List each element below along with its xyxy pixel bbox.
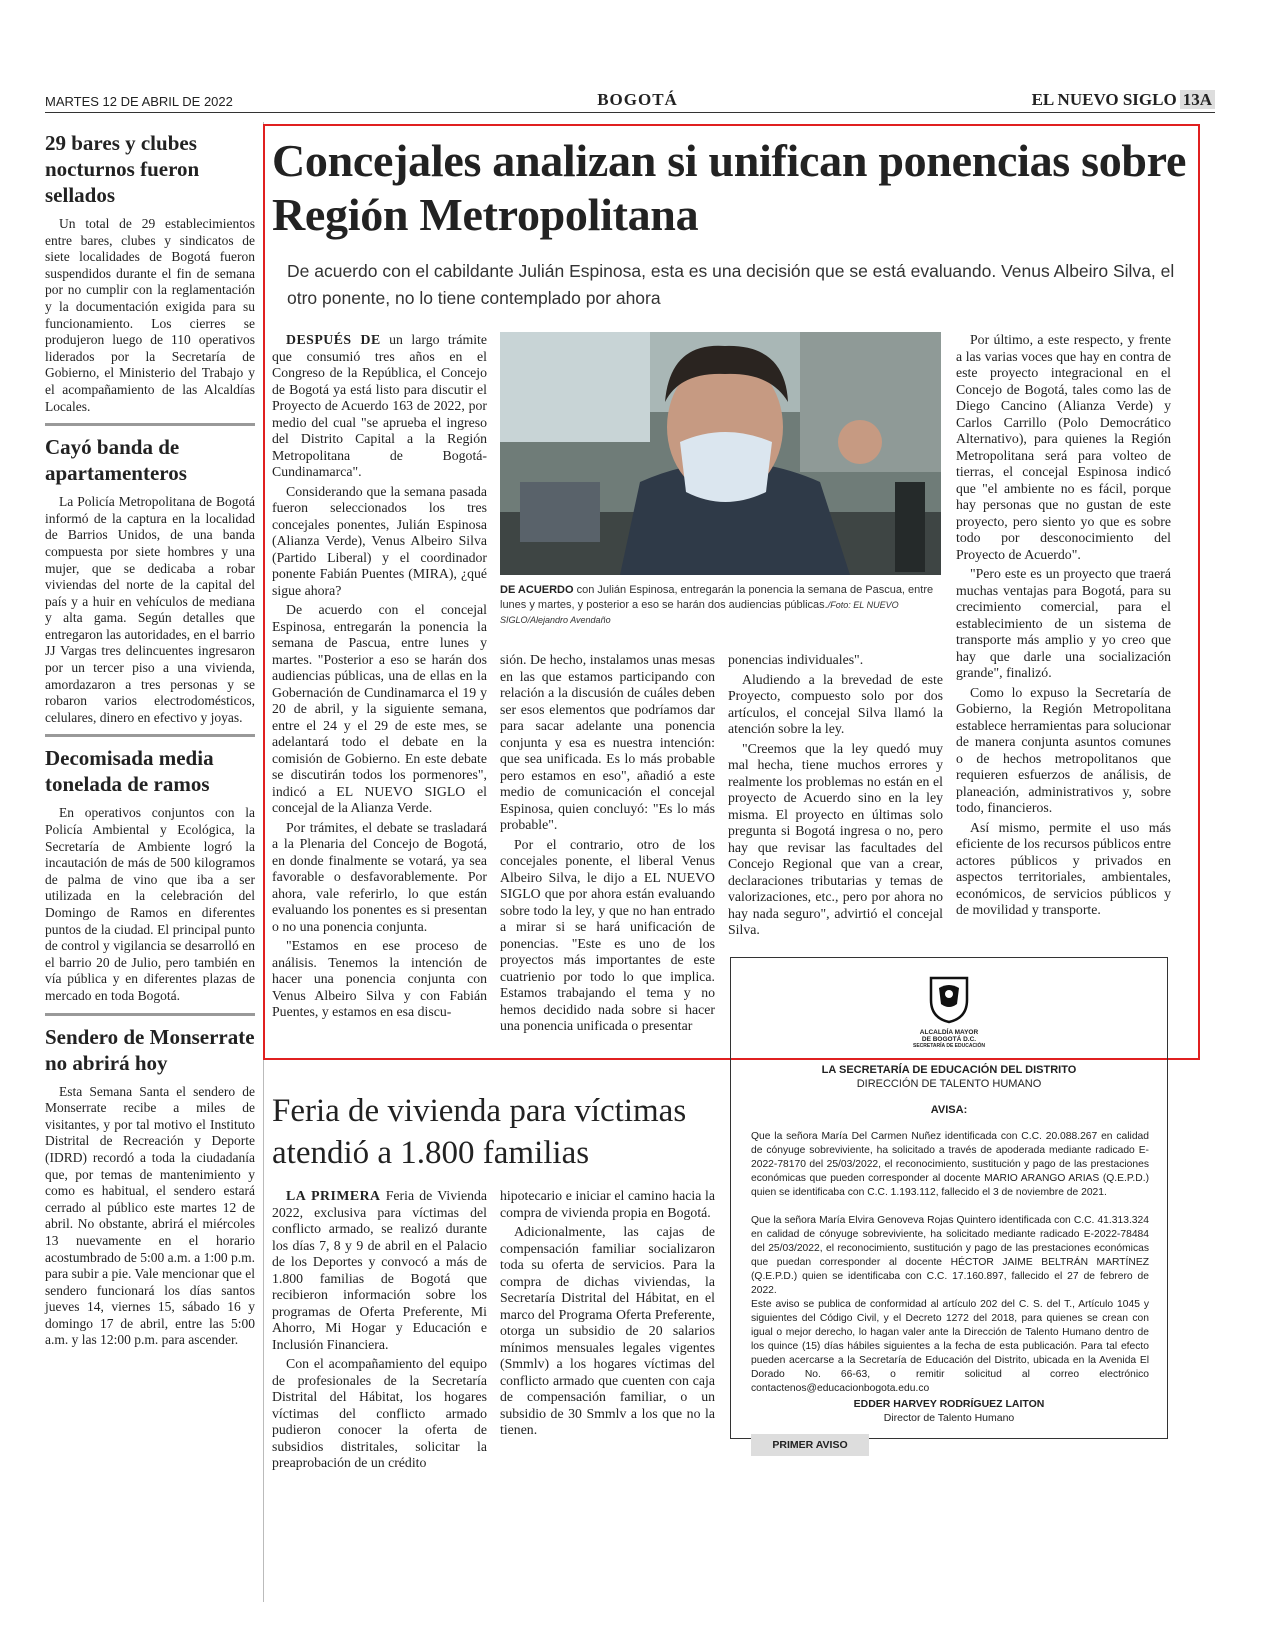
paragraph: Adicionalmente, las cajas de compensación familiar socializaron toda su oferta de servicios. Para la compra de dichas viviendas, la Secretaría Distrital del Hábitat, en el marco del Programa Oferta Preferente, otorga un subsidio de 20 salarios mínimos mensuales legales vigentes (Smmlv) a los hogares víctimas del conflicto armado que cuenten con caja de compensación familiar, o un subsidio de 30 Smmlv a los que no la tienen. [500, 1224, 715, 1437]
paragraph: Por el contrario, otro de los concejales ponente, el liberal Venus Albeiro Silva, le dijo a EL NUEVO SIGLO que por ahora están evaluando sobre todo la ley, y que no han entrado a mirar si se hará unificación de ponencias. "Este es uno de los proyectos más importantes de este cuatrienio por todo lo que implica. Estamos trabajando el tema y no hemos decidido nada sobre si hacer una ponencia unificada o presentar [500, 836, 715, 1033]
notice-paragraph: Que la señora María Elvira Genoveva Rojas Quintero identificada con C.C. 41.313.324 en calidad de cónyuge sobreviviente, ha solicitado mediante radicado E-2022-78484 del 25/03/2022, el reconocimiento, sustitución y pago de las prestaciones económicas que puedan corresponder al docente HÉCTOR JAIME BELTRÁN MARTÍNEZ (Q.E.P.D.) quien se identificaba con C.C. 17.160.897, fallecido el 27 de febrero de 2022. [751, 1215, 1149, 1296]
brief-title: Sendero de Monserrate no abrirá hoy [45, 1024, 255, 1075]
divider [45, 1013, 255, 1016]
newspaper-name [1032, 90, 1215, 110]
first-notice-badge: PRIMER AVISO [751, 1434, 869, 1456]
paragraph: "Pero este es un proyecto que traerá muchas ventajas para Bogotá, para su crecimiento comercial, para el establecimiento de un sistema de transporte más amplio y yo creo que hay que darle una socialización grande", finalizó. [956, 566, 1171, 680]
paragraph: un largo trámite que consumió tres años en el Congreso de la República, el Concejo de Bogotá ya está listo para discutir el Proyecto de Acuerdo 163 de 2022, por medio del cual "se aprueba el ingreso del Distrito Capital a la Región Metropolitana de Bogotá-Cundinamarca". [272, 332, 487, 479]
divider [45, 423, 255, 426]
second-column-1 [272, 1188, 487, 1475]
lead-word: LA PRIMERA [286, 1188, 381, 1203]
paper-name: EL NUEVO SIGLO [1031, 90, 1177, 109]
paragraph: ponencias individuales". [728, 652, 864, 667]
paragraph: sión. De hecho, instalamos unas mesas en las que estamos participando con relación a la discusión de cuáles deben ser esos elementos que podríamos dar para sacar adelante una ponencia conjunta y esa es nuestra intención: que sea unificada. Es lo más probable pero estamos en eso", añadió a este medio de comunicación el concejal Espinosa, quien concluyó: "Es lo más probable". [500, 652, 715, 832]
city-logo [907, 974, 991, 1050]
legal-notice [730, 957, 1168, 1451]
notice-subtitle: DIRECCIÓN DE TALENTO HUMANO [856, 1078, 1042, 1090]
paragraph: Por último, a este respecto, y frente a las varias voces que hay en contra de este proyecto integracional en el Concejo de Bogotá, tales como las de Diego Cancino (Alianza Verde) y Carlos Carrillo (Polo Democrático Alternativo), para quienes la Región Metropolitana será para volteo de tierras, el concejal Espinosa indicó que "el ambiente no es fácil, porque hay personas que no gustan de este proyecto, pero siento yo que es sobre todo por desconocimiento del Proyecto de Acuerdo". [956, 332, 1171, 562]
section-title: BOGOTÁ [597, 90, 678, 109]
photo-credit: /Foto: EL NUEVO SIGLO/Alejandro Avendaño [500, 600, 899, 625]
brief-body: La Policía Metropolitana de Bogotá informó de la captura en la localidad de Barrios Unidos, de una banda compuesta por siete hombres y una mujer, que se dedicaba a robar viviendas del norte de la capital del país y a huir en vehículos de mediana y alta gama. Según detalles que entregaron las autoridades, en el barrio JJ Vargas tres delincuentes ingresaron por un tercer piso a una vivienda, amordazaron a tres personas y se robaron varios electrodomésticos, celulares, dinero en efectivo y joyas. [45, 494, 255, 725]
paragraph: Aludiendo a la brevedad de este Proyecto, compuesto solo por dos artículos, el concejal Silva llamó la atención sobre la ley. [728, 671, 943, 736]
coat-of-arms-icon [927, 974, 971, 1024]
caption-lead: DE ACUERDO [500, 584, 574, 596]
signer-name: EDDER HARVEY RODRÍGUEZ LAITON [853, 1398, 1045, 1410]
logo-line: SECRETARÍA DE EDUCACIÓN [913, 1043, 985, 1049]
logo-line: DE BOGOTÁ D.C. [921, 1036, 977, 1043]
second-column-2 [500, 1188, 715, 1442]
paragraph: Como lo expuso la Secretaría de Gobierno, la Región Metropolitana establece herramientas para solucionar de manera conjunta asuntos comunes o de hechos metropolitanos que requieren esfuerzos de análisis, de planeación, administrativos y, sobre todo, financieros. [956, 684, 1171, 815]
lead-word: DESPUÉS DE [286, 332, 381, 347]
header-rule [45, 112, 1215, 113]
paragraph: Feria de Vivienda 2022, exclusiva para víctimas del conflicto armado, se realizó durante los días 7, 8 y 9 de abril en el Palacio de los Deportes y convocó a más de 1.800 familias de Bogotá que recibieron información sobre los programas de Oferta Preferente, Mi Ahorro, Mi Hogar y Educación e Inclusión Financiera. [272, 1188, 487, 1352]
main-subhead: De acuerdo con el cabildante Julián Espinosa, esta es una decisión que se está evaluando. Venus Albeiro Silva, el otro ponente, no lo tiene contemplado por ahora [287, 261, 1175, 308]
notice-paragraph: Que la señora María Del Carmen Nuñez identificada con C.C. 20.088.267 en calidad de cónyuge sobreviviente, ha solicitado a través de apoderada mediante radicado E-2022-78170 del 25/03/2022, el reconocimiento, sustitución y pago de las prestaciones económicas que pueden corresponder al docente MARIO ARANGO ARIAS (Q.E.P.D.) quien se identificaba con C.C. 1.193.112, fallecido el 3 de noviembre de 2021. [751, 1131, 1149, 1198]
page-number: 13A [1180, 90, 1215, 109]
brief-body: Esta Semana Santa el sendero de Monserrate recibe a miles de visitantes, y por tal motivo el Instituto Distrital de Recreación y Deporte (IDRD) recordó a toda la ciudadanía que, por temas de mantenimiento y como es habitual, el sendero estará cerrado al público este martes 12 de abril. No obstante, abrirá el miércoles 13 nuevamente en el horario acostumbrado de 5:00 a.m. a 1:00 p.m. para subir a pie. Vale mencionar que el sendero funcionará los días santos jueves 14, viernes 15, sábado 16 y domingo 17 de abril, entre las 5:00 a.m. y las 12:00 p.m. para ascender. [45, 1083, 255, 1348]
paragraph: Así mismo, permite el uso más eficiente de los recursos públicos entre actores públicos y privados en aspectos territoriales, ambientales, económicos, de servicios públicos y de movilidad y transporte. [956, 819, 1171, 917]
paragraph: Por trámites, el debate se trasladará a la Plenaria del Concejo de Bogotá, en donde finalmente se votará, ya sea favorable o desfavorablemente. Por ahora, vale referirlo, lo que están evaluando los ponentes es si presentan o no una ponencia conjunta. [272, 819, 487, 934]
paragraph: "Estamos en ese proceso de análisis. Tenemos la intención de hacer una ponencia conjunta con Venus Albeiro Silva y con Fabián Puentes, y estamos en esa discu- [272, 938, 487, 1019]
sidebar-briefs [45, 130, 255, 1357]
paragraph: hipotecario e iniciar el camino hacia la compra de vivienda propia en Bogotá. [500, 1188, 715, 1220]
highlight-frame [263, 124, 1200, 1060]
brief-title: Cayó banda de apartamenteros [45, 435, 187, 486]
signer-role: Director de Talento Humano [883, 1412, 1015, 1424]
divider [45, 734, 255, 737]
brief-body: En operativos conjuntos con la Policía Ambiental y Ecológica, la Secretaría de Ambiente logró la incautación de más de 500 kilogramos de palma de vino que iba a ser utilizada en la celebración del Domingo de Ramos en diferentes puntos de la ciudad. El principal punto de control y vigilancia se desarrolló en el barrio 20 de Julio, pero también en vía pública y en diferentes plazas de mercado en toda Bogotá. [45, 805, 255, 1003]
logo-line: ALCALDÍA MAYOR [919, 1029, 979, 1036]
issue-date: MARTES 12 DE ABRIL DE 2022 [45, 94, 233, 109]
second-headline: Feria de vivienda para víctimas atendió a 1.800 familias [272, 1093, 687, 1171]
paragraph: De acuerdo con el concejal Espinosa, entregarán la ponencia la semana de Pascua, entre lunes y martes. "Posterior a eso se harán dos audiencias públicas, una de ellas en la Gobernación de Cundinamarca el 19 y 20 de abril, y la siguiente semana, entre el 24 y el 29 de este mes, se adelantará todo el debate en la comisión de Gobierno. En este debate se discutirán todos los pormenores", indicó a EL NUEVO SIGLO el concejal de la Alianza Verde. [272, 602, 487, 815]
brief-body: Un total de 29 establecimientos entre bares, clubes y sindicatos de siete localidades de Bogotá fueron suspendidos durante el fin de semana por no cumplir con la reglamentación y la documentación exigida para su funcionamiento. Los cierres se produjeron luego de 110 operativos liderados por la Secretaría de Gobierno, el Ministerio del Trabajo y el acompañamiento de las Alcaldías Locales. [45, 216, 255, 414]
paragraph: "Creemos que la ley quedó muy mal hecha, tiene muchos errores y realmente los problemas no están en el proyecto de Acuerdo sino en la ley misma. El proyecto en últimas solo pregunta si Bogotá ingresa o no, pero hay que revisar las facultades del Concejo Regional que van a crear, declaraciones tributarias y temas de valorizaciones, etc., pero por ahora no hay nada seguro", advirtió el concejal Silva. [728, 740, 943, 937]
paragraph: Considerando que la semana pasada fueron seleccionados los tres concejales ponentes, Julián Espinosa (Alianza Verde), Venus Albeiro Silva (Partido Liberal) y el coordinador ponente Fabián Puentes (MIRA), ¿qué sigue ahora? [272, 483, 487, 598]
paragraph: Con el acompañamiento del equipo de profesionales de la Secretaría Distrital del Hábitat, los hogares víctimas del conflicto armado pudieron conocer la oferta de subsidios distritales, solicitar la preaprobación de un crédito [272, 1356, 487, 1470]
notice-paragraph: Este aviso se publica de conformidad al artículo 202 del C. S. del T., Artículo 1045 y siguientes del Código Civil, y el Decreto 1272 del 2018, para quienes se crean con igual o mejor derecho, lo hagan valer ante la Dirección de Talento Humano dentro de los quince (15) días hábiles siguientes a la fecha de esta publicación. Para tal efecto pueden acercarse a la Secretaría de Educación del Distrito, ubicada en la Avenida El Dorado No. 66-63, o remitir solicitud al correo electrónico contactenos@educacionbogota.edu.co [751, 1299, 1149, 1394]
main-headline: Concejales analizan si unifican ponencias sobre Región Metropolitana [272, 135, 1187, 240]
caption-text: con Julián Espinosa, entregarán la ponencia la semana de Pascua, entre lunes y martes, y posterior a eso se harán dos audiencias públicas. [500, 584, 934, 611]
notice-label: AVISA: [930, 1104, 968, 1116]
notice-title: LA SECRETARÍA DE EDUCACIÓN DEL DISTRITO [821, 1064, 1077, 1076]
brief-title: 29 bares y clubes nocturnos fueron sellados [45, 131, 200, 207]
brief-title: Decomisada media tonelada de ramos [45, 746, 214, 797]
